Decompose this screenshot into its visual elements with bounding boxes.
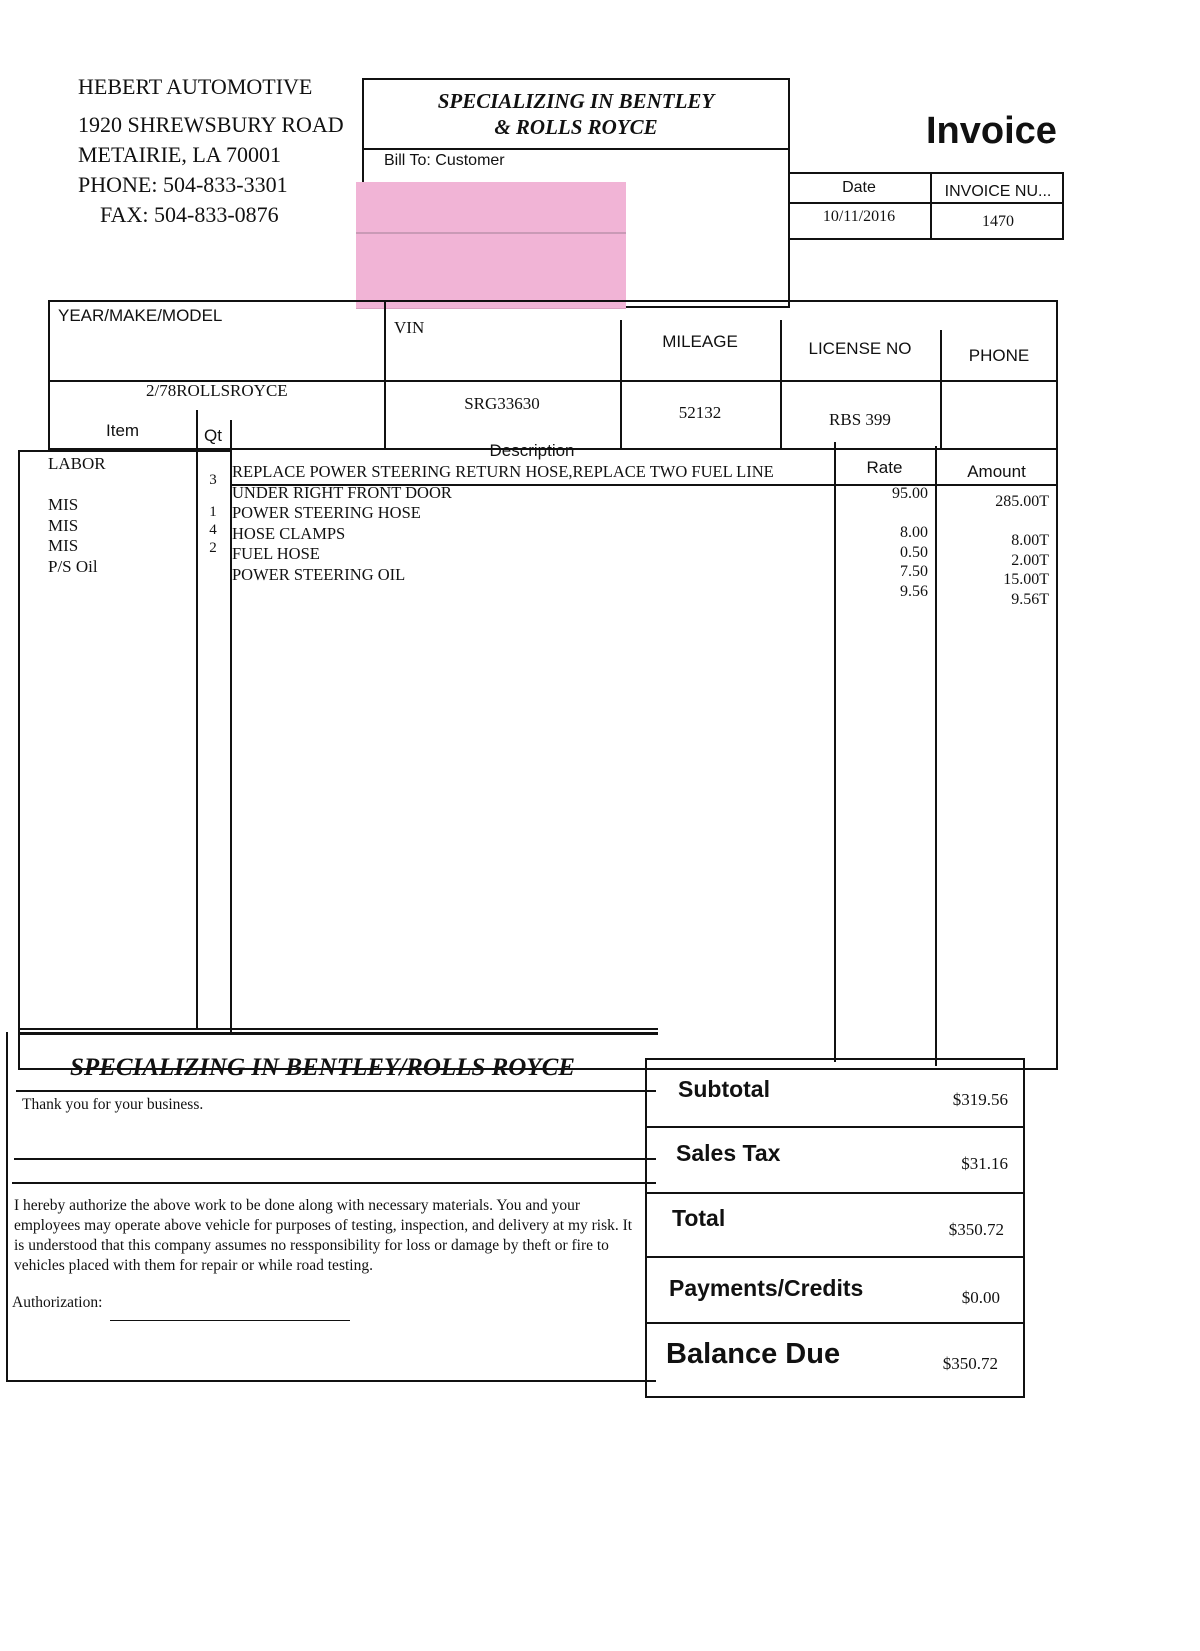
bill-to-label: Bill To: Customer <box>384 152 505 169</box>
list-item: MIS <box>48 495 79 514</box>
list-item <box>48 475 188 496</box>
list-item <box>937 484 1049 492</box>
list-item: MIS <box>48 515 79 535</box>
license-label: LICENSE NO <box>808 339 912 358</box>
subtotal-value: $319.56 <box>952 1090 1008 1109</box>
page-title: Invoice <box>926 110 1057 152</box>
list-item: 9.56T <box>1011 590 1049 608</box>
col-description-label: Description <box>489 441 575 460</box>
list-item: 2.00T <box>1011 551 1049 569</box>
total-label: Total <box>672 1205 726 1231</box>
list-item: UNDER RIGHT FRONT DOOR <box>232 482 452 502</box>
col-amount-label: Amount <box>967 462 1026 481</box>
sales-tax-label: Sales Tax <box>676 1140 781 1166</box>
list-item: MIS <box>48 536 79 555</box>
description-column <box>232 462 832 585</box>
list-item: 1 <box>209 503 217 520</box>
sales-tax-value: $31.16 <box>961 1154 1008 1173</box>
invoice-number-value: 1470 <box>982 213 1014 230</box>
col-qty-label: Qt <box>204 426 222 445</box>
header-specialty-line1: SPECIALIZING IN BENTLEY <box>437 89 715 113</box>
redaction-block <box>356 182 626 309</box>
payments-credits-label: Payments/Credits <box>669 1275 864 1301</box>
vehicle-col-1 <box>384 300 386 450</box>
footer-specialty: SPECIALIZING IN BENTLEY/ROLLS ROYCE <box>70 1054 575 1081</box>
items-col-item <box>196 410 198 1030</box>
col-rate-label: Rate <box>866 458 903 477</box>
mileage-value: 52132 <box>678 403 722 422</box>
list-item: P/S Oil <box>48 556 98 576</box>
list-item: 3 <box>209 472 217 488</box>
subtotal-label: Subtotal <box>678 1076 770 1102</box>
vin-value: SRG33630 <box>464 394 540 413</box>
list-item: LABOR <box>48 454 106 473</box>
items-footer-line <box>18 1028 658 1030</box>
list-item: 9.56 <box>900 582 928 600</box>
list-item: 8.00T <box>1011 532 1049 549</box>
list-item: 8.00 <box>900 524 928 541</box>
list-item: 95.00 <box>892 485 928 502</box>
vin-label: VIN <box>394 318 425 337</box>
redaction-seam <box>356 232 626 234</box>
list-item <box>836 474 928 484</box>
totals-divider-4 <box>645 1322 1025 1324</box>
year-make-model-value: 2/78ROLLSROYCE <box>146 381 288 400</box>
company-phone: PHONE: 504-833-3301 <box>78 172 288 197</box>
meta-divider <box>788 202 1064 204</box>
list-item: POWER STEERING HOSE <box>232 503 421 522</box>
footer-thanks: Thank you for your business. <box>22 1096 204 1113</box>
balance-due-value: $350.72 <box>942 1354 998 1373</box>
item-column <box>48 454 188 577</box>
company-info <box>78 76 344 226</box>
footer-divider-1 <box>16 1090 656 1092</box>
list-item: HOSE CLAMPS <box>232 523 346 543</box>
date-value: 10/11/2016 <box>822 208 896 225</box>
date-label: Date <box>842 179 876 196</box>
footer-divider-2 <box>14 1158 656 1160</box>
list-item: FUEL HOSE <box>232 544 320 563</box>
header-specialty-line2: & ROLLS ROYCE <box>494 115 658 139</box>
company-address-line1: 1920 SHREWSBURY ROAD <box>78 112 344 137</box>
list-item: 7.50 <box>900 563 928 580</box>
mileage-label: MILEAGE <box>662 332 738 351</box>
bill-to-divider <box>362 148 790 150</box>
list-item: 15.00T <box>1003 571 1049 588</box>
list-item: 4 <box>209 521 217 538</box>
total-value: $350.72 <box>948 1220 1004 1239</box>
list-item <box>836 504 928 524</box>
phone-label: PHONE <box>968 346 1030 365</box>
payments-credits-value: $0.00 <box>961 1288 1000 1307</box>
authorization-label: Authorization: <box>12 1294 103 1311</box>
totals-divider-2 <box>645 1192 1025 1194</box>
header-specialty <box>362 88 790 140</box>
list-item <box>937 512 1049 532</box>
totals-divider-1 <box>645 1126 1025 1128</box>
amount-column <box>937 484 1049 609</box>
items-header-line <box>18 450 230 452</box>
authorization-text: I hereby authorize the above work to be done along with necessary materials. You and your employees may operate above vehicle for purposes of testing, inspection, and delivery at my risk. It is understood that this company assumes no ressponsibility for loss or damage by theft or fire to vehicles placed with them for repair or while road testing. <box>14 1197 633 1274</box>
list-item: POWER STEERING OIL <box>232 564 406 584</box>
list-item: 2 <box>209 539 217 556</box>
qty-column <box>200 470 226 557</box>
company-address-line2: METAIRIE, LA 70001 <box>78 142 281 167</box>
list-item <box>200 491 226 503</box>
company-name: HEBERT AUTOMOTIVE <box>78 74 313 99</box>
company-fax: FAX: 504-833-0876 <box>100 202 279 227</box>
list-item: 0.50 <box>900 543 928 561</box>
footer-divider-3 <box>12 1182 656 1184</box>
list-item: 285.00T <box>995 493 1049 510</box>
license-value: RBS 399 <box>829 410 891 429</box>
list-item: REPLACE POWER STEERING RETURN HOSE,REPLACE TWO FUEL LINE <box>232 462 774 481</box>
totals-divider-3 <box>645 1256 1025 1258</box>
authorization-signature-line <box>110 1320 350 1321</box>
year-make-model-label: YEAR/MAKE/MODEL <box>58 306 223 325</box>
invoice-number-label: INVOICE NU... <box>944 183 1052 200</box>
col-item-label: Item <box>106 421 140 440</box>
balance-due-label: Balance Due <box>666 1338 841 1370</box>
rate-column <box>836 474 928 601</box>
